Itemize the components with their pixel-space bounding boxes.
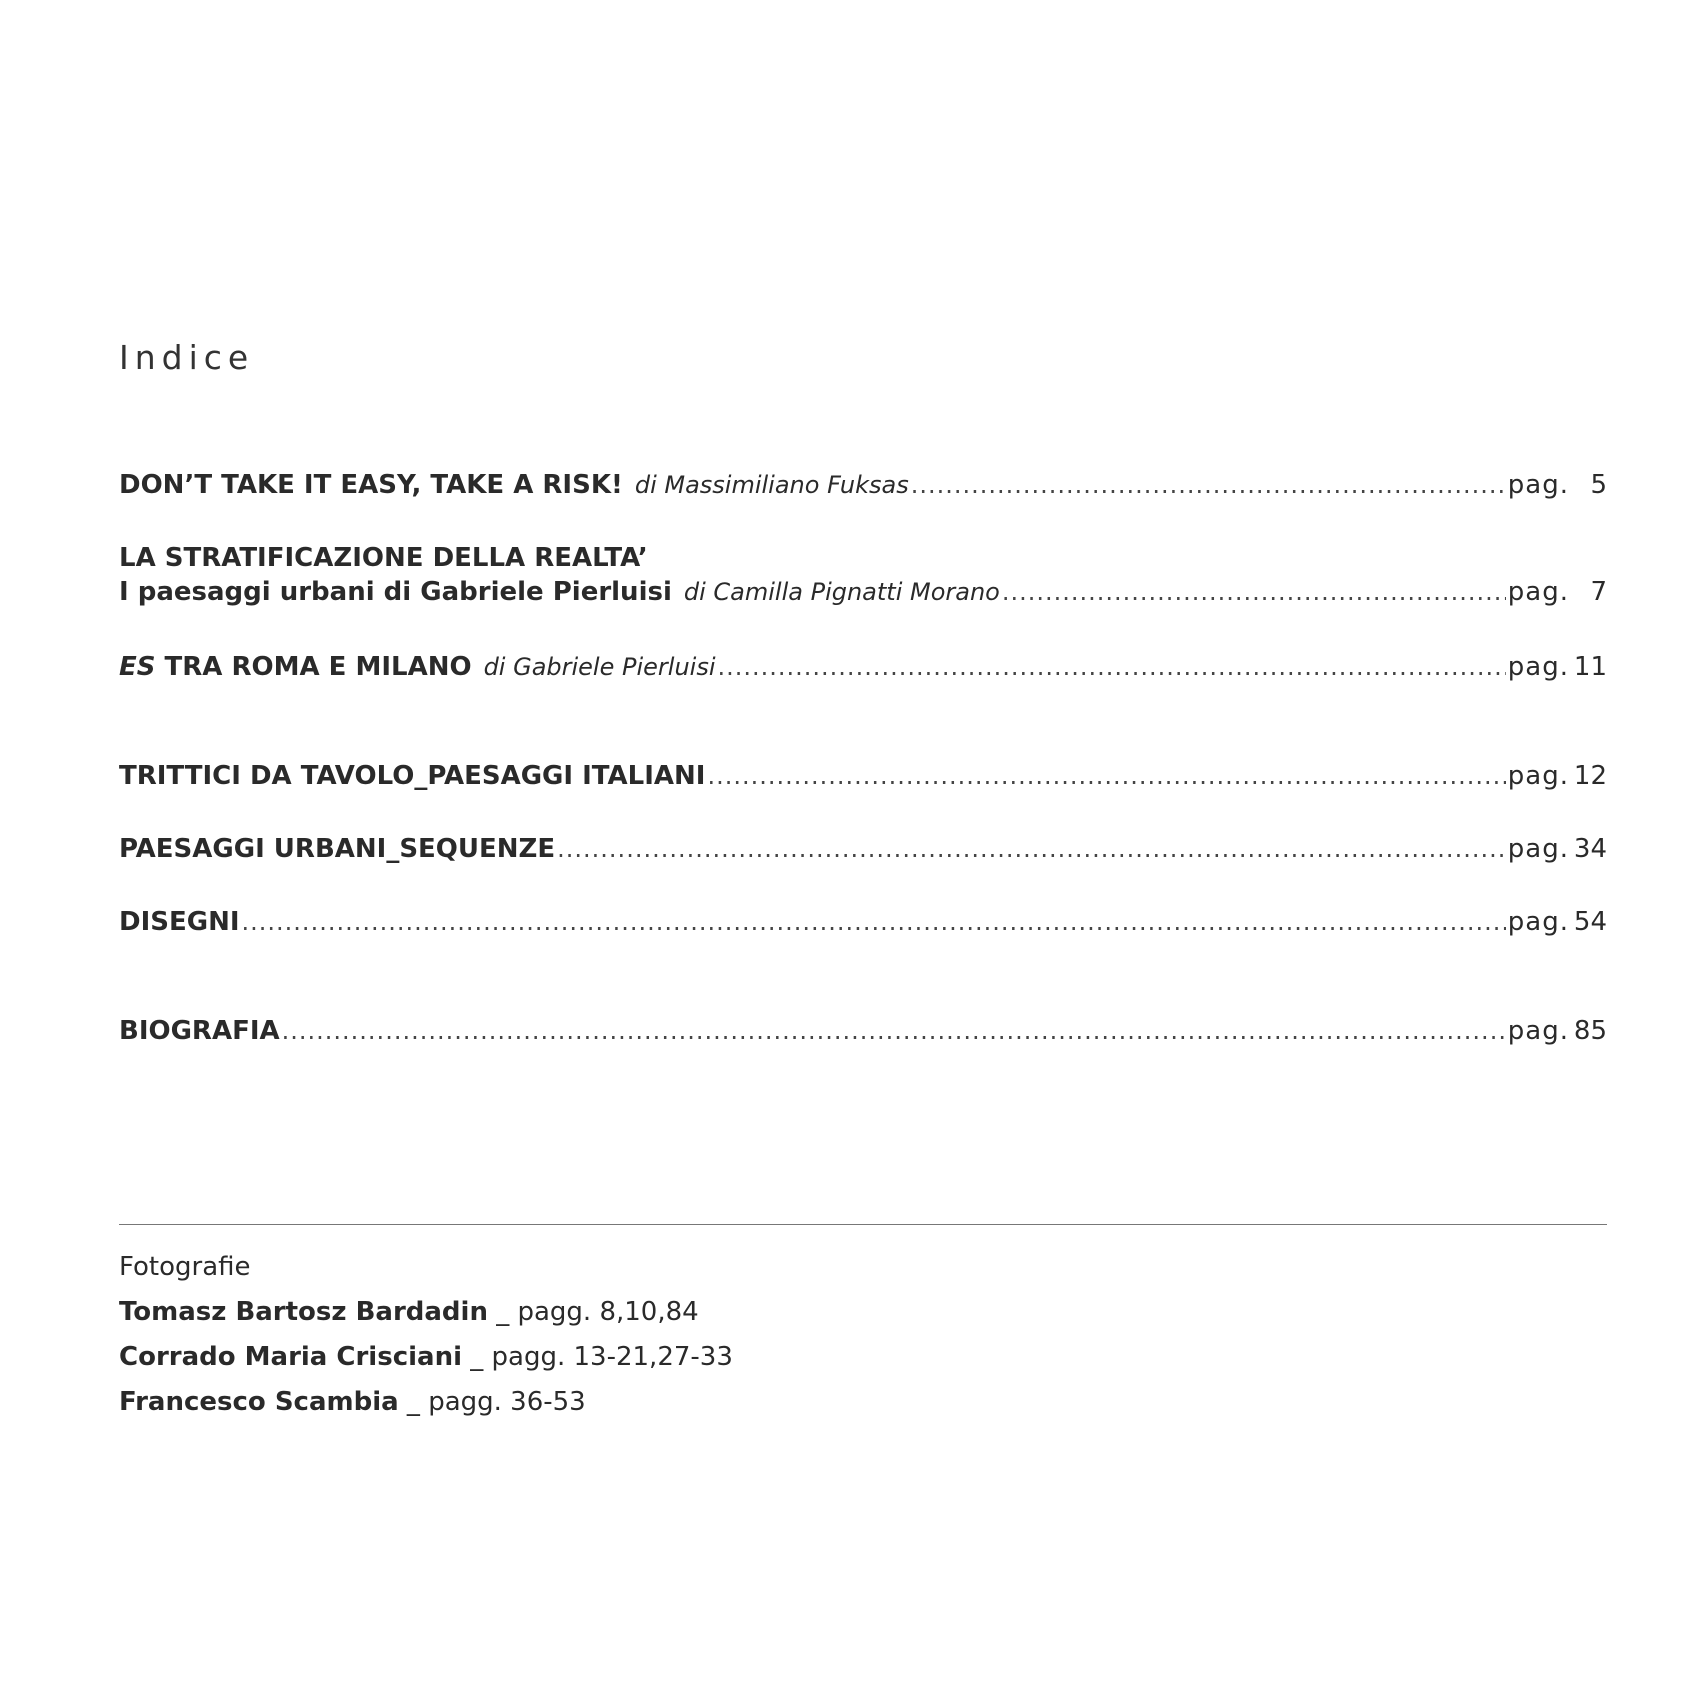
toc-entry-page: 34 — [1573, 834, 1607, 864]
toc-entry-page: 5 — [1590, 470, 1607, 500]
toc-entry[interactable] — [119, 832, 1607, 866]
page-title: Indice — [119, 338, 255, 377]
toc-entry-pag-label: pag. — [1507, 470, 1569, 500]
credit-pages: _ pagg. 8,10,84 — [487, 1297, 699, 1327]
toc-entry-pag-label: pag. — [1507, 907, 1569, 937]
toc-entry-author: di Gabriele Pierluisi — [483, 653, 716, 681]
toc-entry-pag-label: pag. — [1507, 834, 1569, 864]
toc-entry-title: DISEGNI — [119, 907, 240, 937]
dot-leader — [242, 905, 1506, 939]
credit-item — [119, 1380, 733, 1425]
credit-pages: _ pagg. 36-53 — [398, 1387, 586, 1417]
toc-entry-pag-label: pag. — [1507, 1016, 1569, 1046]
toc-entry[interactable] — [119, 541, 1607, 609]
credit-name: Tomasz Bartosz Bardadin — [119, 1297, 488, 1327]
toc-entry-page: 7 — [1590, 577, 1607, 607]
toc-entry-page: 54 — [1573, 907, 1607, 937]
credit-name: Corrado Maria Crisciani — [119, 1342, 462, 1372]
toc-entry-title-italic: ES — [119, 652, 156, 682]
toc-entry-author: di Massimiliano Fuksas — [634, 471, 909, 499]
toc-entry-pag-label: pag. — [1507, 652, 1569, 682]
toc-entry[interactable] — [119, 650, 1607, 684]
credit-name: Francesco Scambia — [119, 1387, 399, 1417]
toc-entry-title: PAESAGGI URBANI_SEQUENZE — [119, 834, 556, 864]
toc-entry[interactable] — [119, 905, 1607, 939]
toc-entry-author: di Camilla Pignatti Morano — [683, 578, 1000, 606]
toc-entry-page: 85 — [1573, 1016, 1607, 1046]
toc-entry-title: DON’T TAKE IT EASY, TAKE A RISK! — [119, 470, 623, 500]
dot-leader — [1002, 575, 1506, 609]
dot-leader — [707, 759, 1505, 793]
toc-entry-page: 12 — [1573, 761, 1607, 791]
toc-entry-title: TRITTICI DA TAVOLO_PAESAGGI ITALIANI — [119, 761, 706, 791]
dot-leader — [282, 1014, 1506, 1048]
toc-entry-pag-label: pag. — [1507, 761, 1569, 791]
toc-entry[interactable] — [119, 759, 1607, 793]
dot-leader — [557, 832, 1506, 866]
credit-pages: _ pagg. 13-21,27-33 — [462, 1342, 733, 1372]
credit-item — [119, 1290, 733, 1335]
toc-entry-page: 11 — [1573, 652, 1607, 682]
divider — [119, 1224, 1607, 1225]
toc-entry-title: I paesaggi urbani di Gabriele Pierluisi — [119, 577, 672, 607]
dot-leader — [718, 650, 1506, 684]
toc-entry-title: TRA ROMA E MILANO — [155, 652, 472, 682]
credit-item — [119, 1335, 733, 1380]
photo-credits — [119, 1245, 733, 1425]
dot-leader — [911, 468, 1506, 502]
toc-entry-title: BIOGRAFIA — [119, 1016, 280, 1046]
toc-entry[interactable] — [119, 1014, 1607, 1048]
toc-entry-pre-title: LA STRATIFICAZIONE DELLA REALTA’ — [119, 543, 648, 573]
credits-heading: Fotografie — [119, 1252, 251, 1282]
toc-entry-pag-label: pag. — [1507, 577, 1569, 607]
toc-entry[interactable] — [119, 468, 1607, 502]
